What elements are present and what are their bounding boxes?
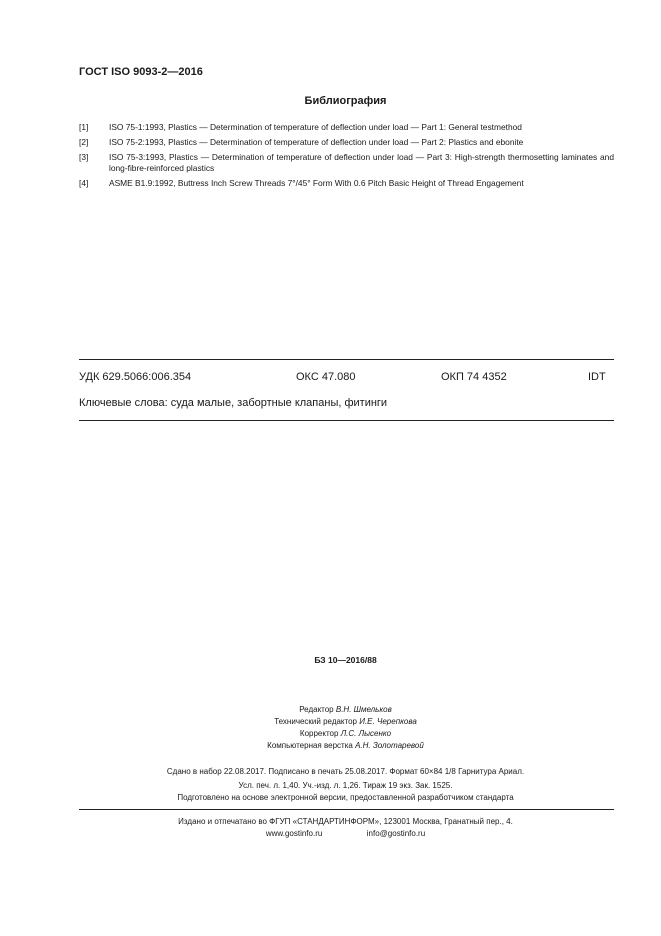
- bibliography-item-text: ISO 75-3:1993, Plastics — Determination of temperature of deflection under load — Part 3: High-strength thermosetting laminates and long-fibre-reinforced plastics: [109, 152, 614, 173]
- credit-corrector: [0, 729, 661, 738]
- credit-role: Компьютерная верстка: [267, 741, 353, 750]
- bibliography-item-number: [4]: [79, 178, 89, 188]
- bibliography-item-text: ISO 75-1:1993, Plastics — Determination of temperature of deflection under load — Part 1: General testmethod: [109, 122, 522, 132]
- publisher-site: www.gostinfo.ru: [265, 829, 323, 838]
- keywords: Ключевые слова: суда малые, забортные клапаны, фитинги: [79, 397, 388, 409]
- udk-code: УДК 629.5066:006.354: [79, 371, 192, 383]
- credit-name: И.Е. Черепкова: [359, 717, 417, 726]
- credit-name: А.Н. Золотаревой: [355, 741, 424, 750]
- bibliography-item: [79, 152, 614, 174]
- imprint-line-3: Подготовлено на основе электронной версии, предоставленной разработчиком стандарта: [177, 793, 514, 802]
- bibliography-item-text: ISO 75-2:1993, Plastics — Determination of temperature of deflection under load — Part 2: Plastics and ebonite: [109, 137, 524, 147]
- credit-editor: [0, 705, 661, 714]
- imprint-line-1: Сдано в набор 22.08.2017. Подписано в печать 25.08.2017. Формат 60×84 1/8 Гарнитура Ариал.: [166, 767, 525, 776]
- publisher-line: Издано и отпечатано во ФГУП «СТАНДАРТИНФОРМ», 123001 Москва, Гранатный пер., 4.: [178, 817, 513, 826]
- divider-bottom: [79, 420, 614, 421]
- credit-name: Л.С. Лысенко: [340, 729, 392, 738]
- okp-code: ОКП 74 4352: [441, 371, 507, 383]
- credit-name: В.Н. Шмельков: [335, 705, 392, 714]
- bibliography-item: [79, 137, 614, 148]
- document-code: ГОСТ ISO 9093-2—2016: [79, 66, 203, 78]
- bibliography-item-number: [1]: [79, 122, 89, 132]
- bz-number: БЗ 10—2016/88: [314, 655, 377, 665]
- credit-role: Редактор: [299, 705, 334, 714]
- bibliography-item-number: [2]: [79, 137, 89, 147]
- credit-layout: [0, 741, 661, 750]
- idt-mark: IDT: [588, 371, 606, 383]
- publisher-contacts: [0, 829, 661, 838]
- oks-code: ОКС 47.080: [296, 371, 356, 383]
- bibliography-item: [79, 122, 614, 133]
- divider-imprint: [79, 809, 614, 810]
- bibliography-item: [79, 178, 614, 189]
- bibliography-item-number: [3]: [79, 152, 89, 162]
- credit-role: Технический редактор: [274, 717, 357, 726]
- credit-role: Корректор: [299, 729, 339, 738]
- bibliography-item-text: ASME B1.9:1992, Buttress Inch Screw Threads 7°/45° Form With 0.6 Pitch Basic Height of Thread Engagement: [109, 178, 524, 188]
- credit-tech-editor: [0, 717, 661, 726]
- imprint-line-2: Усл. печ. л. 1,40. Уч.-изд. л. 1,26. Тираж 19 экз. Зак. 1525.: [238, 781, 453, 790]
- bibliography-title: Библиография: [304, 95, 387, 107]
- publisher-email: info@gostinfo.ru: [366, 829, 426, 838]
- divider-top: [79, 359, 614, 360]
